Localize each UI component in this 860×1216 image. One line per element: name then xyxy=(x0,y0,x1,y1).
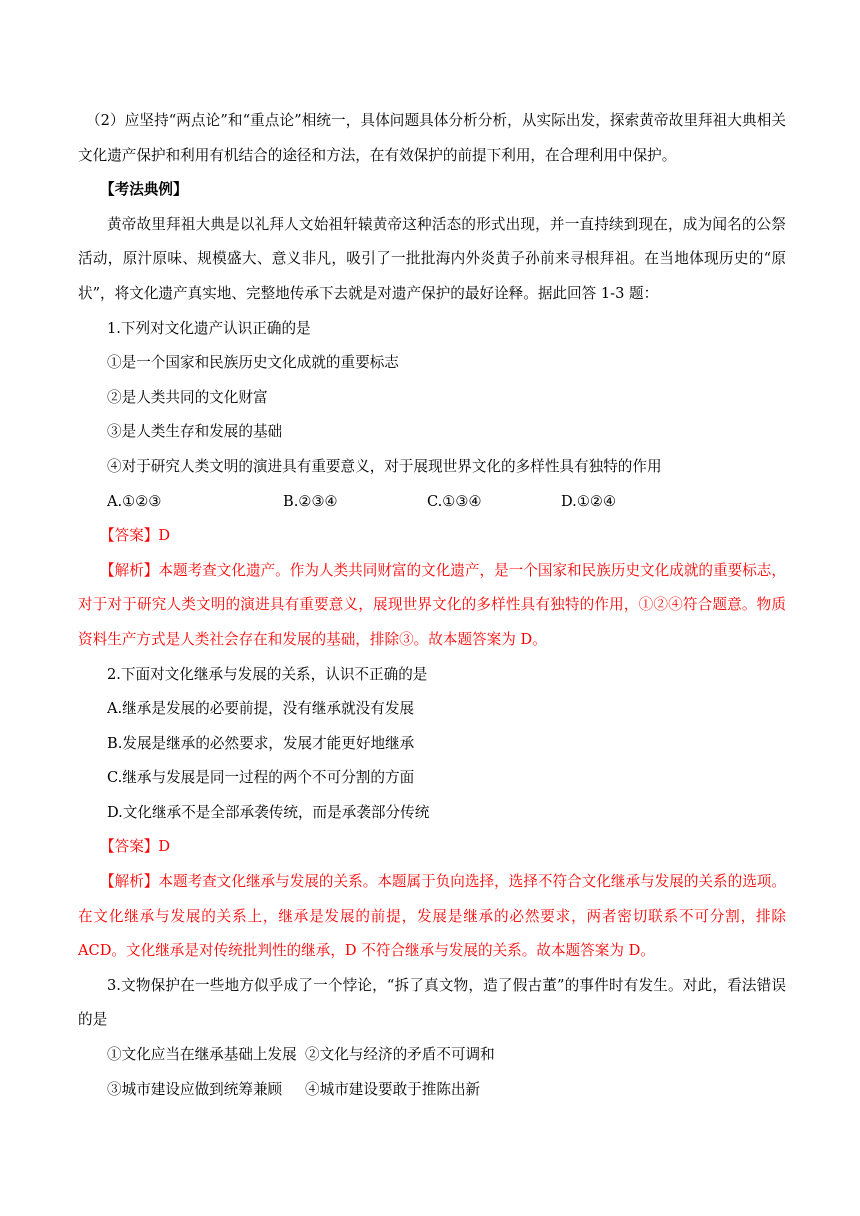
answer: 【答案】D xyxy=(100,838,171,856)
analysis: 【解析】本题考查文化继承与发展的关系。本题属于负向选择，选择不符合文化继承与发展的关系的选项。在文化继承与发展的关系上，继承是发展的前提，发展是继承的必然要求，两者密切联系不可分割，排除 ACD。文化继承是对传统批判性的继承，D 不符合继承与发展的关系。故本题答案为 D。 xyxy=(78,873,786,960)
question-2 xyxy=(78,658,786,969)
choice-b: B.②③④ xyxy=(283,492,338,510)
statement: ②文化与经济的矛盾不可调和 xyxy=(305,1046,495,1064)
passage: 黄帝故里拜祖大典是以礼拜人文始祖轩辕黄帝这种活态的形式出现，并一直持续到现在，成为闻名的公祭活动，原汁原味、规模盛大、意义非凡，吸引了一批批海内外炎黄子孙前来寻根拜祖。在当地体现历史的“原状”，将文化遗产真实地、完整地传承下去就是对遗产保护的最好诠释。据此回答 1-3 题： xyxy=(78,215,786,302)
statement: ①文化应当在继承基础上发展 xyxy=(107,1046,297,1064)
question-stem: 1.下列对文化遗产认识正确的是 xyxy=(107,319,311,337)
statement: ④对于研究人类文明的演进具有重要意义，对于展现世界文化的多样性具有独特的作用 xyxy=(107,457,662,475)
statement-row xyxy=(78,1038,786,1073)
answer: 【答案】D xyxy=(100,527,171,545)
option-a: A.继承是发展的必要前提，没有继承就没有发展 xyxy=(107,700,415,718)
statement: ③城市建设应做到统筹兼顾 xyxy=(107,1080,283,1098)
answer-choices xyxy=(78,485,786,520)
question-1 xyxy=(78,312,786,658)
statement: ④城市建设要敢于推陈出新 xyxy=(305,1080,481,1098)
option-d: D.文化继承不是全部承袭传统，而是承袭部分传统 xyxy=(107,803,430,821)
choice-a: A.①②③ xyxy=(107,492,162,510)
statement: ③是人类生存和发展的基础 xyxy=(107,423,283,441)
intro-paragraph: （2）应坚持“两点论”和“重点论”相统一，具体问题具体分析分析，从实际出发，探索黄帝故里拜祖大典相关文化遗产保护和利用有机结合的途径和方法，在有效保护的前提下利用，在合理利用中保护。 xyxy=(78,112,786,164)
statement-row xyxy=(78,1073,786,1108)
question-3 xyxy=(78,969,786,1107)
option-c: C.继承与发展是同一过程的两个不可分割的方面 xyxy=(107,769,415,787)
option-b: B.发展是继承的必然要求，发展才能更好地继承 xyxy=(107,734,415,752)
choice-d: D.①②④ xyxy=(561,492,617,510)
question-stem: 3.文物保护在一些地方似乎成了一个悖论，“拆了真文物，造了假古董”的事件时有发生。对此，看法错误的是 xyxy=(78,976,786,1029)
question-stem: 2.下面对文化继承与发展的关系，认识不正确的是 xyxy=(107,665,428,683)
section-title: 【考法典例】 xyxy=(100,181,188,199)
analysis: 【解析】本题考查文化遗产。作为人类共同财富的文化遗产，是一个国家和民族历史文化成就的重要标志，对于对于研究人类文明的演进具有重要意义，展现世界文化的多样性具有独特的作用，①②④符合题意。物质资料生产方式是人类社会存在和发展的基础，排除③。故本题答案为 D。 xyxy=(78,561,786,648)
choice-c: C.①③④ xyxy=(427,492,482,510)
statement: ①是一个国家和民族历史文化成就的重要标志 xyxy=(107,354,399,372)
statement: ②是人类共同的文化财富 xyxy=(107,388,268,406)
